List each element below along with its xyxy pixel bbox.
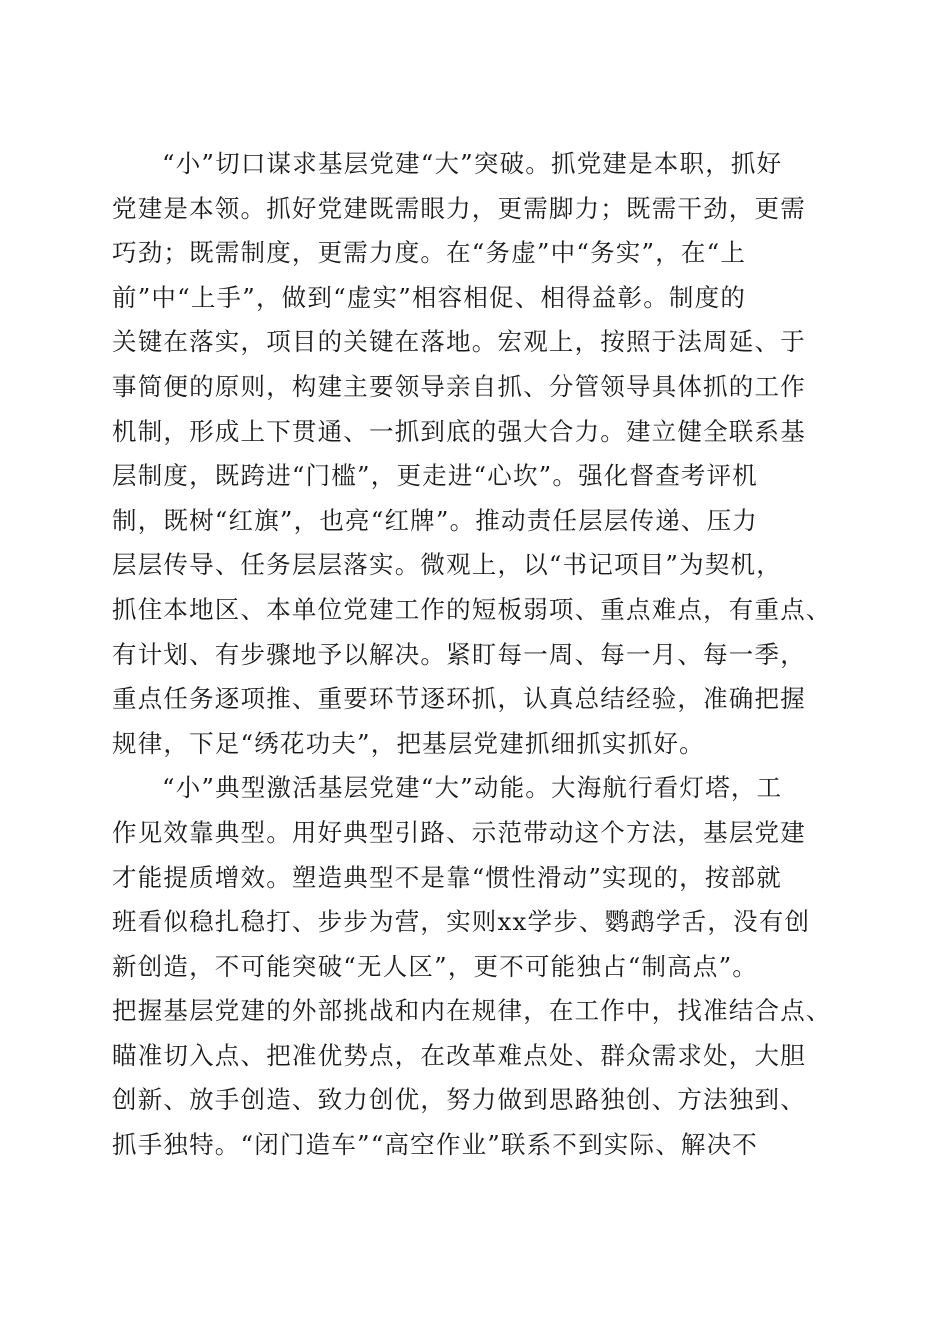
paragraph-1-line: 重点任务逐项推、重要环节逐环抓，认真总结经验，准确把握: [112, 684, 806, 714]
paragraph-1-line: 规律，下足“绣花功夫”，把基层党建抓细抓实抓好。: [112, 728, 705, 758]
paragraph-2-line: 瞄准切入点、把准优势点，在改革难点处、群众需求处，大胆: [112, 1040, 806, 1070]
paragraph-2-line: 把握基层党建的外部挑战和内在规律，在工作中，找准结合点、: [112, 996, 832, 1026]
paragraph-2-line: 新创造，不可能突破“无人区”，更不可能独占“制高点”。: [112, 951, 758, 981]
paragraph-1-line: 事简便的原则，构建主要领导亲自抓、分管领导具体抓的工作: [112, 371, 806, 401]
paragraph-1-line: 党建是本领。抓好党建既需眼力，更需脚力；既需干劲，更需: [112, 193, 806, 223]
paragraph-2-line: “小”典型激活基层党建“大”动能。大海航行看灯塔，工: [162, 773, 783, 803]
paragraph-1-line: 抓住本地区、本单位党建工作的短板弱项、重点难点，有重点、: [112, 594, 832, 624]
paragraph-1-line: 有计划、有步骤地予以解决。紧盯每一周、每一月、每一季，: [112, 639, 806, 669]
paragraph-1-line: 关键在落实，项目的关键在落地。宏观上，按照于法周延、于: [112, 327, 806, 357]
paragraph-2-line: 作见效靠典型。用好典型引路、示范带动这个方法，基层党建: [112, 817, 806, 847]
paragraph-2-line: 班看似稳扎稳打、步步为营，实则xx学步、鹦鹉学舌，没有创: [112, 907, 811, 937]
paragraph-1-line: 层层传导、任务层层落实。微观上，以“书记项目”为契机，: [112, 550, 782, 580]
paragraph-1-line: 制，既树“红旗”，也亮“红牌”。推动责任层层传递、压力: [112, 505, 758, 535]
paragraph-1-line: 层制度，既跨进“门槛”，更走进“心坎”。强化督查考评机: [112, 461, 758, 491]
paragraph-2-line: 抓手独特。“闭门造车”“高空作业”联系不到实际、解决不: [112, 1130, 758, 1160]
paragraph-2-line: 才能提质增效。塑造典型不是靠“惯性滑动”实现的，按部就: [112, 862, 782, 892]
paragraph-1-line: 机制，形成上下贯通、一抓到底的强大合力。建立健全联系基: [112, 416, 806, 446]
document-body: [112, 142, 842, 1168]
paragraph-1-line: 前”中“上手”，做到“虚实”相容相促、相得益彰。制度的: [112, 282, 747, 312]
paragraph-2-line: 创新、放手创造、致力创优，努力做到思路独创、方法独到、: [112, 1085, 806, 1115]
paragraph-1-line: “小”切口谋求基层党建“大”突破。抓党建是本职，抓好: [162, 149, 783, 178]
paragraph-1-line: 巧劲；既需制度，更需力度。在“务虚”中“务实”，在“上: [112, 238, 747, 268]
